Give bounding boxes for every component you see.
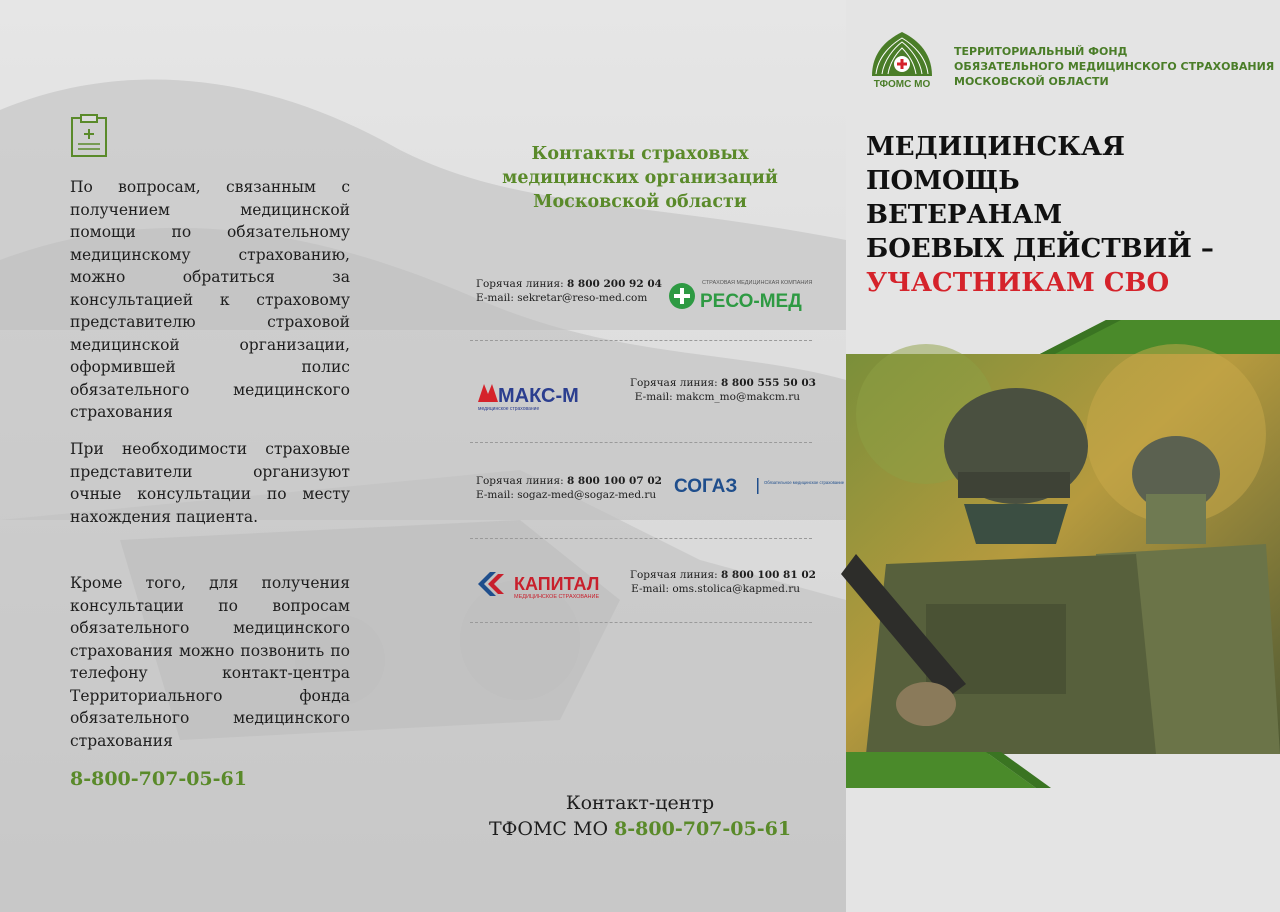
reso-med-logo — [666, 274, 812, 314]
contact-center — [470, 790, 810, 842]
contact-text — [630, 568, 816, 596]
email[interactable]: E-mail: sekretar@reso-med.com — [476, 292, 648, 304]
kapital-name: КАПИТАЛ — [514, 574, 600, 594]
cover-panel — [846, 0, 1280, 912]
contact-maks-m — [470, 362, 816, 442]
divider — [470, 442, 812, 443]
kapital-tagline: МЕДИЦИНСКОЕ СТРАХОВАНИЕ — [514, 594, 600, 600]
contact-phone[interactable]: 8-800-707-05-61 — [70, 768, 247, 790]
hotline-label: Горячая линия: — [476, 278, 564, 290]
sogaz-logo — [674, 472, 845, 500]
email[interactable]: E-mail: makcm_mo@makcm.ru — [634, 391, 800, 403]
kapital-logo — [476, 568, 626, 600]
info-paragraph-3: Кроме того, для получения консультации по вопросам обязательного медицинского страхования можно позвонить по телефону контакт-центра Территориального фонда обязательного медицинского страхования — [70, 574, 350, 750]
divider — [470, 622, 812, 623]
hotline-number[interactable]: 8 800 200 92 04 — [566, 278, 662, 290]
reso-med-tagline: СТРАХОВАЯ МЕДИЦИНСКАЯ КОМПАНИЯ — [702, 280, 813, 286]
sogaz-tagline: Обязательное медицинское страхование — [764, 480, 845, 485]
headline-line-red: УЧАСТНИКАМ СВО — [866, 268, 1170, 298]
organization-name-line: ТЕРРИТОРИАЛЬНЫЙ ФОНД — [954, 45, 1128, 58]
tfoms-logo-text: ТФОМС МО — [873, 79, 931, 90]
hotline-number[interactable]: 8 800 555 50 03 — [720, 377, 816, 389]
clipboard-medical-icon — [70, 114, 108, 158]
soldiers-photo — [846, 354, 1280, 754]
headline-line: МЕДИЦИНСКАЯ ПОМОЩЬ — [866, 132, 1125, 196]
hotline-label: Горячая линия: — [630, 377, 718, 389]
sogaz-name: СОГАЗ — [674, 476, 738, 497]
contact-center-label: Контакт-центр — [565, 792, 715, 814]
contact-center-line — [470, 816, 810, 842]
hotline-number[interactable]: 8 800 100 81 02 — [720, 569, 816, 581]
organization-name-line: МОСКОВСКОЙ ОБЛАСТИ — [954, 75, 1109, 88]
email[interactable]: E-mail: oms.stolica@kapmed.ru — [631, 583, 800, 595]
headline-line: БОЕВЫХ ДЕЙСТВИЙ – — [866, 234, 1214, 264]
maks-m-name: МАКС-М — [498, 385, 579, 407]
contact-text — [476, 474, 662, 502]
contact-text — [630, 376, 816, 404]
email[interactable]: E-mail: sogaz-med@sogaz-med.ru — [476, 489, 657, 501]
maks-m-tagline: медицинское страхование — [478, 406, 540, 412]
hotline-label: Горячая линия: — [630, 569, 718, 581]
hotline-label: Горячая линия: — [476, 475, 564, 487]
cover-headline — [866, 130, 1266, 300]
green-band-bottom — [846, 752, 1280, 788]
contacts-title-line: Контакты страховых — [531, 144, 749, 164]
contact-center-phone[interactable]: 8-800-707-05-61 — [614, 818, 792, 840]
contact-center-org: ТФОМС МО — [488, 818, 609, 840]
reso-med-name: РЕСО-МЕД — [700, 291, 802, 312]
info-paragraph-2: При необходимости страховые представители организуют очные консультации по месту нахождения пациента. — [70, 440, 350, 526]
contacts-title — [470, 142, 810, 214]
contact-reso-med — [470, 266, 812, 346]
contacts-title-line: медицинских организаций — [502, 168, 778, 188]
contacts-title-line: Московской области — [533, 192, 747, 212]
organization-name-line: ОБЯЗАТЕЛЬНОГО МЕДИЦИНСКОГО СТРАХОВАНИЯ — [954, 60, 1275, 73]
contact-sogaz — [470, 462, 845, 542]
divider — [470, 538, 812, 539]
hotline-number[interactable]: 8 800 100 07 02 — [566, 475, 662, 487]
maks-m-logo — [476, 376, 594, 412]
divider — [470, 340, 812, 341]
info-paragraph-1: По вопросам, связанным с получением медицинской помощи по обязательному медицинскому страхованию, можно обратиться за консультацией к страховому представителю страховой медицинской организации, оформившей полис обязательного медицинского страхования — [70, 178, 350, 421]
headline-line: ВЕТЕРАНАМ — [866, 200, 1063, 230]
tfoms-logo — [866, 28, 938, 90]
contact-kapital — [470, 558, 816, 638]
organization-name — [954, 44, 1274, 89]
contact-text — [476, 277, 662, 305]
